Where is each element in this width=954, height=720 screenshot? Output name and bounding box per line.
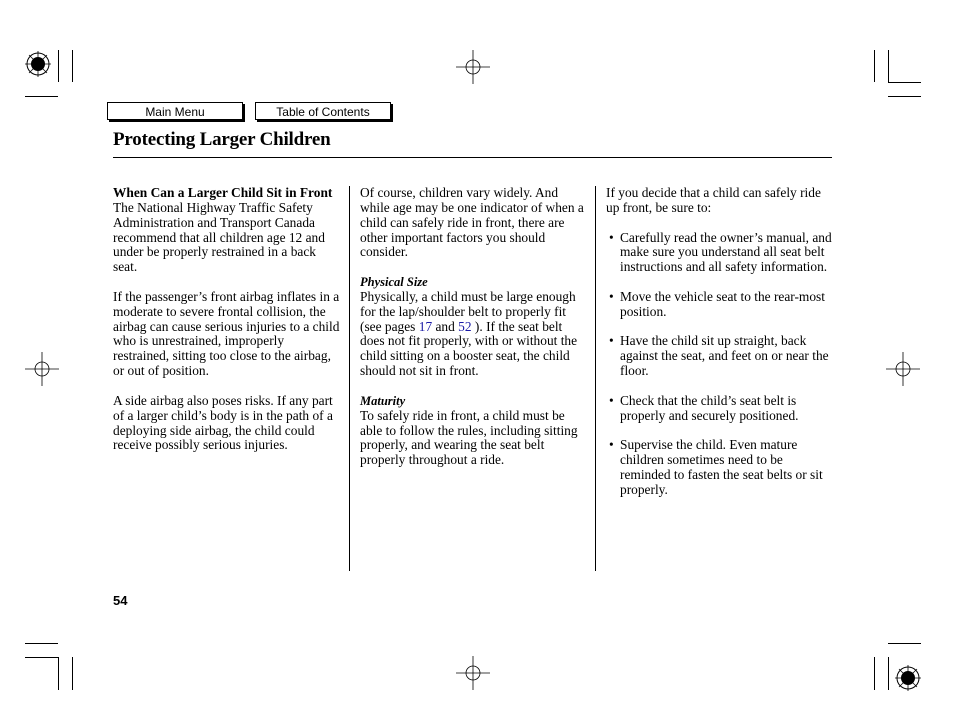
paragraph: If the passenger’s front airbag inflates in a moderate to severe frontal collision, the airbag can cause serious injuries to a child who is unrestrained, improperly restrained, sitting too close to the airbag, or out of position.	[113, 288, 340, 379]
subheading-maturity: Maturity	[360, 393, 406, 408]
checklist	[606, 231, 836, 498]
paragraph: Of course, children vary widely. And while age may be one indicator of when a child can safely ride in front, there are other important factors you should consider.	[360, 185, 584, 260]
main-menu-button[interactable]: Main Menu	[107, 102, 243, 120]
page-title: Protecting Larger Children	[113, 129, 331, 150]
column-middle	[360, 186, 590, 468]
text-run: Physically, a child must be large enough for the lap/shoulder belt to properly fit (see pages	[360, 288, 576, 334]
table-of-contents-button[interactable]: Table of Contents	[255, 102, 391, 120]
column-left	[113, 186, 341, 453]
registration-target-icon	[892, 662, 924, 694]
column-right	[606, 186, 836, 498]
title-divider	[113, 157, 832, 158]
text-run: ). If the seat belt does not fit properly, with or without the child sitting on a booster seat, the child should not sit in front.	[360, 318, 578, 379]
column-divider	[595, 186, 596, 571]
list-item: • Check that the child’s seat belt is properly and securely positioned.	[606, 394, 836, 424]
paragraph: To safely ride in front, a child must be able to follow the rules, including sitting properly, and wearing the seat belt properly throughout a ride.	[360, 407, 578, 468]
paragraph: The National Highway Traffic Safety Administration and Transport Canada recommend that all children age 12 and under be properly restrained in a back seat.	[113, 199, 325, 275]
page-link-52[interactable]: 52	[458, 318, 472, 334]
crosshair-icon	[886, 352, 920, 386]
page-number: 54	[113, 593, 128, 608]
subheading-physical-size: Physical Size	[360, 275, 428, 290]
column-divider	[349, 186, 350, 571]
registration-target-icon	[22, 48, 54, 80]
paragraph: A side airbag also poses risks. If any part of a larger child’s body is in the path of a deploying side airbag, the child could receive possibly serious injuries.	[113, 392, 333, 453]
crosshair-icon	[456, 656, 490, 690]
list-item: • Move the vehicle seat to the rear-most position.	[606, 290, 836, 320]
list-item: • Supervise the child. Even mature children sometimes need to be reminded to fasten the seat belts or sit properly.	[606, 438, 836, 497]
list-item: • Carefully read the owner’s manual, and make sure you understand all seat belt instructions and all safety information.	[606, 231, 836, 276]
text-run: and	[432, 318, 459, 334]
paragraph: If you decide that a child can safely ride up front, be sure to:	[606, 185, 821, 215]
list-item: • Have the child sit up straight, back against the seat, and feet on or near the floor.	[606, 334, 836, 379]
section-heading: When Can a Larger Child Sit in Front	[113, 185, 333, 200]
crosshair-icon	[456, 50, 490, 84]
paragraph	[360, 290, 590, 379]
crosshair-icon	[25, 352, 59, 386]
page-link-17[interactable]: 17	[418, 318, 433, 334]
